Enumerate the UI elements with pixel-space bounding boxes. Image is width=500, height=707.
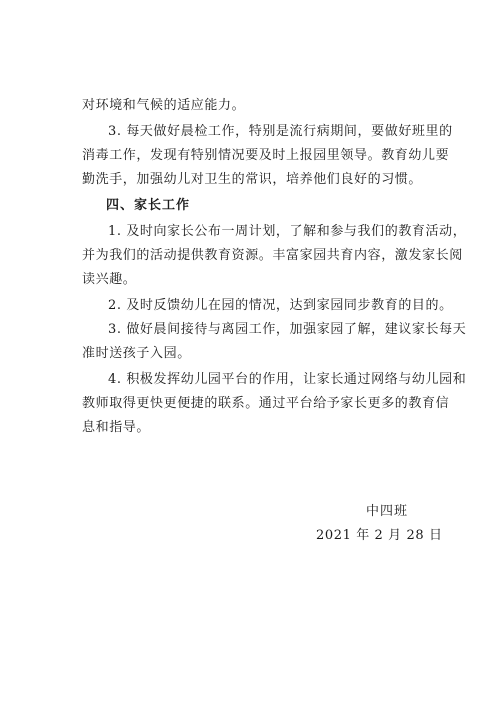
text-line-parent-item-3-start: 3. 做好晨间接待与离园工作，加强家园了解，建议家长每天 [108,322,467,337]
signature-class-name: 中四班 [366,504,409,519]
text-line-item-3-cont-1: 消毒工作，发现有特别情况要及时上报园里领导。教育幼儿要 [82,148,450,163]
text-line-item-3-start: 3. 每天做好晨检工作，特别是流行病期间，要做好班里的 [108,124,453,139]
text-line-parent-item-4-start: 4. 积极发挥幼儿园平台的作用，让家长通过网络与幼儿园和 [108,372,467,387]
text-line-parent-item-3-cont: 准时送孩子入园。 [82,346,191,361]
text-line-parent-item-4-cont-2: 息和指导。 [82,420,151,435]
text-line-parent-item-1-start: 1. 及时向家长公布一周计划，了解和参与我们的教育活动， [108,224,467,239]
text-line-parent-item-4-cont-1: 教师取得更快更便捷的联系。通过平台给予家长更多的教育信 [82,396,450,411]
text-line-item-3-cont-2: 勤洗手，加强幼儿对卫生的常识，培养他们良好的习惯。 [82,172,423,187]
text-line-continuation: 对环境和气候的适应能力。 [82,98,246,113]
signature-date: 2021 年 2 月 28 日 [316,528,443,543]
text-line-parent-item-1-cont-1: 并为我们的活动提供教育资源。丰富家园共育内容，激发家长阅 [82,248,463,263]
text-line-parent-item-2: 2. 及时反馈幼儿在园的情况，达到家园同步教育的目的。 [108,298,453,313]
section-heading-parent-work: 四、家长工作 [106,198,191,213]
text-line-parent-item-1-cont-2: 读兴趣。 [82,272,137,287]
